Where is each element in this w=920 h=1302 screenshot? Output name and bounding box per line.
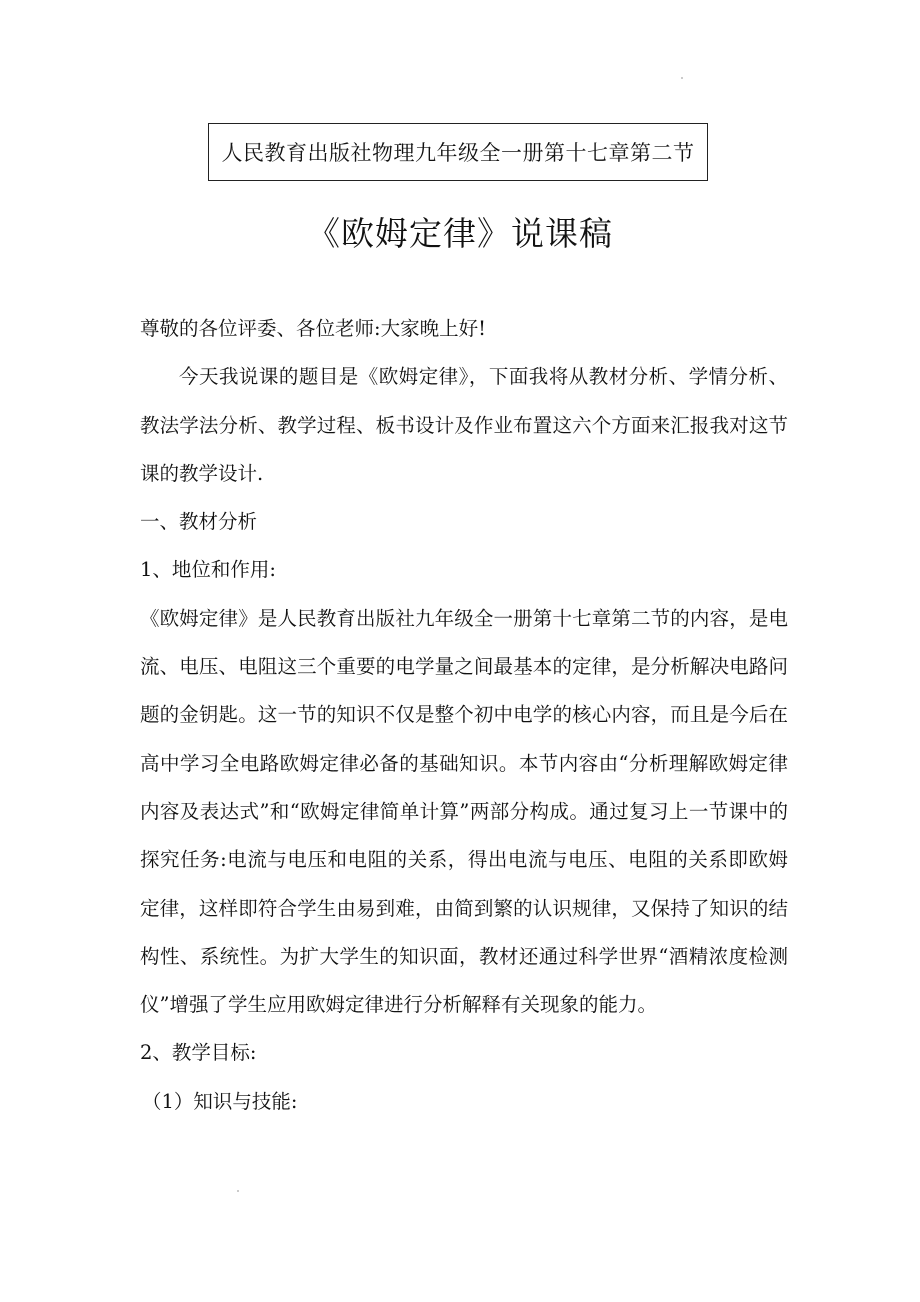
section-heading-materials: 一、教材分析 [140,510,258,534]
intro-paragraph: 今天我说课的题目是《欧姆定律》，下面我将从教材分析、学情分析、教法学法分析、教学过程、板书设计及作业布置这六个方面来汇报我对这节课的教学设计. [140,365,788,485]
subsection-heading-role: 1、地位和作用: [140,558,276,582]
document-body [140,305,788,1126]
greeting-line: 尊敬的各位评委、各位老师:大家晚上好! [140,317,486,340]
textbook-source-text: 人民教育出版社物理九年级全一册第十七章第二节 [221,141,695,165]
document-title: 《欧姆定律》说课稿 [307,214,613,253]
scan-speck [681,77,683,79]
textbook-source-box [208,123,708,181]
scan-speck [237,1190,239,1192]
goal-knowledge-skills-heading: （1）知识与技能: [142,1089,298,1113]
subsection-heading-goals: 2、教学目标: [140,1041,257,1065]
role-paragraph: 《欧姆定律》是人民教育出版社九年级全一册第十七章第二节的内容，是电流、电压、电阻这三个重要的电学量之间最基本的定律，是分析解决电路问题的金钥匙。这一节的知识不仅是整个初中电学的核心内容，而且是今后在高中学习全电路欧姆定律必备的基础知识。本节内容由“分析理解欧姆定律内容及表达式”和“欧姆定律简单计算”两部分构成。通过复习上一节课中的探究任务:电流与电压和电阻的关系，得出电流与电压、电阻的关系即欧姆定律，这样即符合学生由易到难，由简到繁的认识规律，又保持了知识的结构性、系统性。为扩大学生的知识面，教材还通过科学世界“酒精浓度检测仪”增强了学生应用欧姆定律进行分析解释有关现象的能力。 [140,606,788,1017]
